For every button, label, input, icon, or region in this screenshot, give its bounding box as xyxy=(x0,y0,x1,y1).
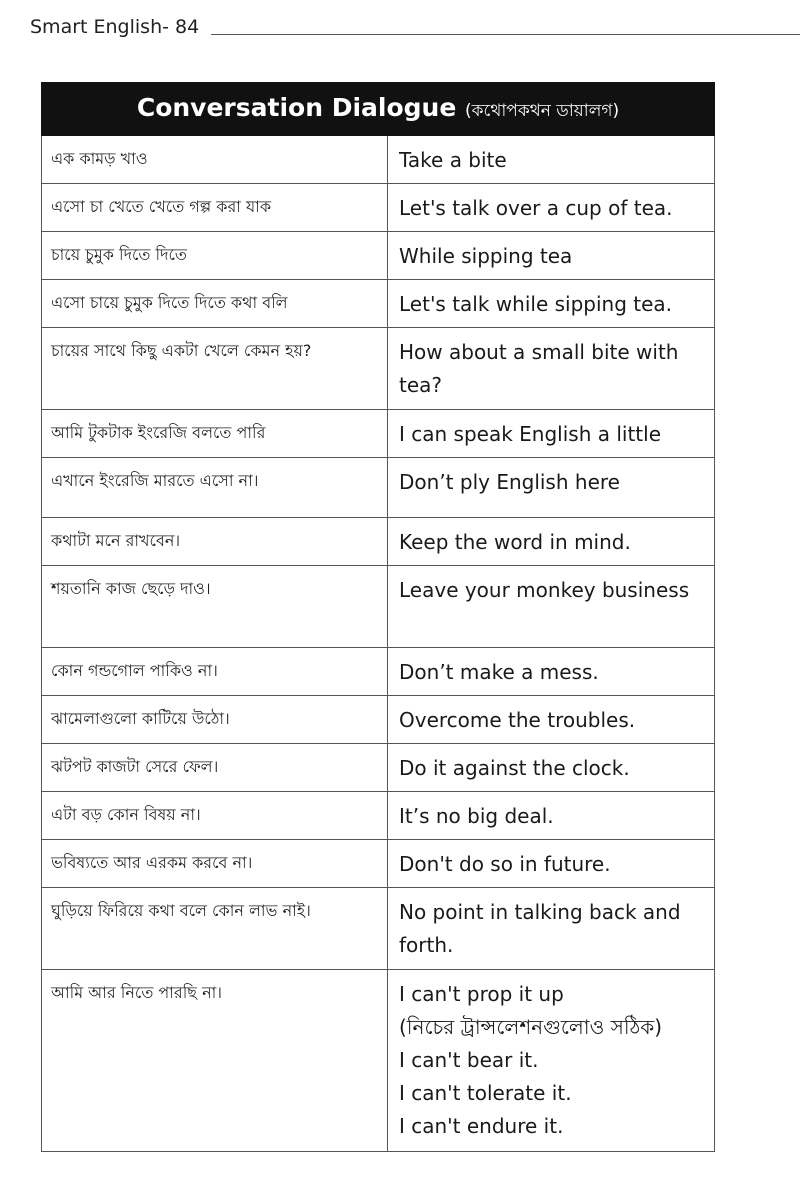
english-phrase xyxy=(388,184,715,232)
english-phrase xyxy=(388,744,715,792)
table-row xyxy=(42,518,715,566)
bangla-phrase: চায়ের সাথে কিছু একটা খেলে কেমন হয়? xyxy=(42,328,388,410)
english-phrase-line: It’s no big deal. xyxy=(399,804,554,828)
english-phrase xyxy=(388,696,715,744)
english-phrase xyxy=(388,648,715,696)
table-row xyxy=(42,184,715,232)
english-phrase xyxy=(388,410,715,458)
english-phrase-line: Leave your monkey business xyxy=(399,578,690,602)
english-phrase-line: While sipping tea xyxy=(399,244,573,268)
english-phrase xyxy=(388,970,715,1152)
bangla-phrase: কথাটা মনে রাখবেন। xyxy=(42,518,388,566)
table-title xyxy=(42,83,715,136)
english-phrase-line: I can't tolerate it. xyxy=(399,1081,572,1105)
english-phrase-line: Let's talk while sipping tea. xyxy=(399,292,673,316)
dialogue-table xyxy=(41,82,715,1152)
english-phrase-line: Don’t make a mess. xyxy=(399,660,599,684)
page-header xyxy=(30,12,800,42)
bangla-phrase: এক কামড় খাও xyxy=(42,136,388,184)
table-row xyxy=(42,280,715,328)
english-phrase-line: Keep the word in mind. xyxy=(399,530,631,554)
table-row xyxy=(42,792,715,840)
english-phrase xyxy=(388,566,715,648)
english-phrase-line: I can speak English a little xyxy=(399,422,662,446)
english-phrase-line: Overcome the troubles. xyxy=(399,708,636,732)
english-phrase xyxy=(388,518,715,566)
bangla-phrase: আমি আর নিতে পারছি না। xyxy=(42,970,388,1152)
table-row xyxy=(42,888,715,970)
english-phrase xyxy=(388,280,715,328)
english-phrase-line: No point in talking back and forth. xyxy=(399,900,681,957)
table-body xyxy=(42,136,715,1152)
bangla-phrase: ঝামেলাগুলো কাটিয়ে উঠো। xyxy=(42,696,388,744)
english-phrase-line: (নিচের ট্রান্সলেশনগুলোও সঠিক) xyxy=(399,1015,663,1039)
table-row xyxy=(42,648,715,696)
bangla-phrase: এসো চা খেতে খেতে গল্প করা যাক xyxy=(42,184,388,232)
bangla-phrase: ঝটপট কাজটা সেরে ফেল। xyxy=(42,744,388,792)
table-row xyxy=(42,136,715,184)
english-phrase-line: I can't endure it. xyxy=(399,1114,564,1138)
english-phrase xyxy=(388,136,715,184)
english-phrase-line: Do it against the clock. xyxy=(399,756,630,780)
english-phrase xyxy=(388,792,715,840)
table-title-en: Conversation Dialogue xyxy=(136,92,457,122)
bangla-phrase: এটা বড় কোন বিষয় না। xyxy=(42,792,388,840)
table-row xyxy=(42,744,715,792)
bangla-phrase: ভবিষ্যতে আর এরকম করবে না। xyxy=(42,840,388,888)
bangla-phrase: চায়ে চুমুক দিতে দিতে xyxy=(42,232,388,280)
english-phrase-line: Don’t ply English here xyxy=(399,470,620,494)
bangla-phrase: আমি টুকটাক ইংরেজি বলতে পারি xyxy=(42,410,388,458)
english-phrase xyxy=(388,232,715,280)
header-rule xyxy=(211,34,800,35)
english-phrase-line: I can't bear it. xyxy=(399,1048,539,1072)
english-phrase xyxy=(388,888,715,970)
table-row xyxy=(42,840,715,888)
table-row xyxy=(42,696,715,744)
table-row xyxy=(42,410,715,458)
english-phrase-line: Let's talk over a cup of tea. xyxy=(399,196,673,220)
bangla-phrase: এখানে ইংরেজি মারতে এসো না। xyxy=(42,458,388,518)
book-title: Smart English- 84 xyxy=(30,16,200,38)
table-row xyxy=(42,232,715,280)
bangla-phrase: কোন গন্ডগোল পাকিও না। xyxy=(42,648,388,696)
bangla-phrase: ঘুড়িয়ে ফিরিয়ে কথা বলে কোন লাভ নাই। xyxy=(42,888,388,970)
english-phrase xyxy=(388,458,715,518)
bangla-phrase: শয়তানি কাজ ছেড়ে দাও। xyxy=(42,566,388,648)
table-row xyxy=(42,566,715,648)
table-title-bn: (কথোপকথন ডায়ালগ) xyxy=(465,100,620,121)
table-row xyxy=(42,458,715,518)
english-phrase-line: I can't prop it up xyxy=(399,982,564,1006)
english-phrase-line: How about a small bite with tea? xyxy=(399,340,679,397)
table-row xyxy=(42,970,715,1152)
english-phrase-line: Take a bite xyxy=(399,148,507,172)
english-phrase-line: Don't do so in future. xyxy=(399,852,611,876)
english-phrase xyxy=(388,840,715,888)
bangla-phrase: এসো চায়ে চুমুক দিতে দিতে কথা বলি xyxy=(42,280,388,328)
table-row xyxy=(42,328,715,410)
english-phrase xyxy=(388,328,715,410)
